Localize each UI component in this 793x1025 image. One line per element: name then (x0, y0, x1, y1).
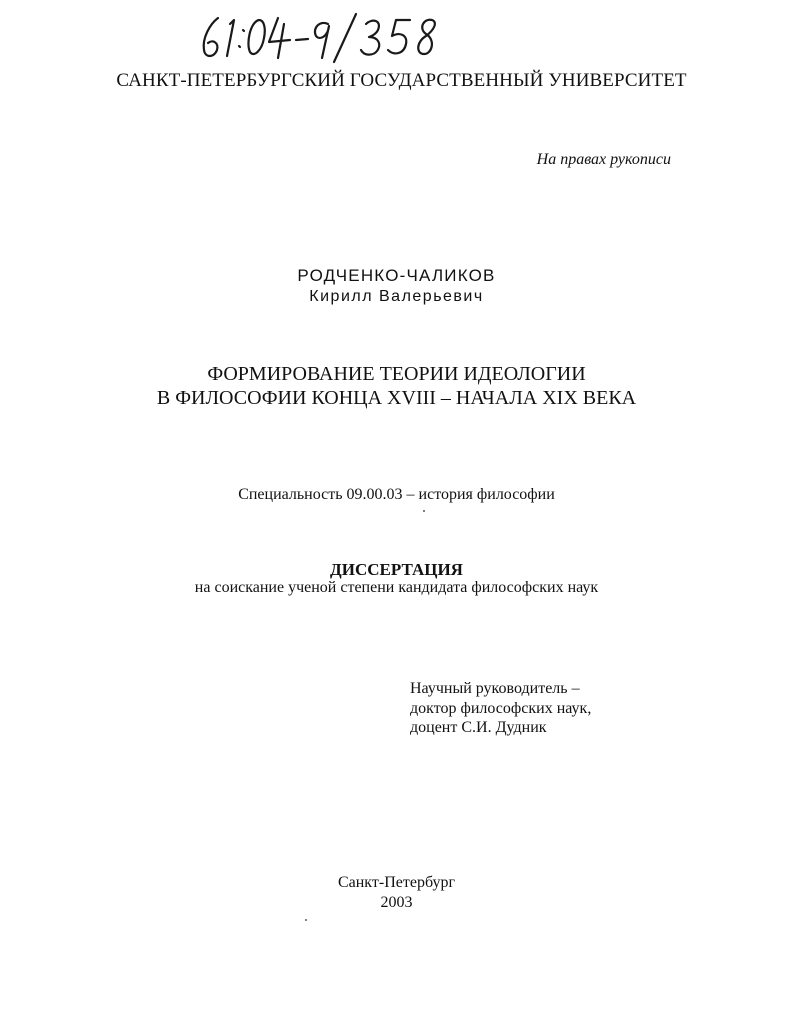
rights-note: На правах рукописи (536, 151, 671, 168)
author-first-name: Кирилл Валерьевич (309, 288, 484, 305)
degree-line: на соискание ученой степени кандидата философских наук (194, 579, 599, 596)
supervisor-line-2: доктор философских наук, (410, 700, 592, 717)
author-surname: РОДЧЕНКО-ЧАЛИКОВ (297, 266, 496, 285)
handwritten-archive-mark-drawing (196, 10, 456, 66)
dissertation-title-line-1: ФОРМИРОВАНИЕ ТЕОРИИ ИДЕОЛОГИИ (207, 363, 586, 385)
document-type: ДИССЕРТАЦИЯ (330, 560, 463, 579)
year: 2003 (380, 894, 413, 911)
scan-speck (423, 510, 425, 512)
handwritten-archive-mark (196, 10, 456, 66)
city: Санкт-Петербург (337, 874, 456, 891)
specialty: Специальность 09.00.03 – история философии (238, 486, 555, 503)
scan-speck (305, 919, 307, 921)
supervisor-line-1: Научный руководитель – (410, 680, 580, 697)
dissertation-title-line-2: В ФИЛОСОФИИ КОНЦА XVIII – НАЧАЛА XIX ВЕКА (156, 387, 637, 409)
university-name: САНКТ-ПЕТЕРБУРГСКИЙ ГОСУДАРСТВЕННЫЙ УНИВЕРСИТЕТ (116, 70, 687, 91)
supervisor-line-3: доцент С.И. Дудник (410, 719, 547, 736)
